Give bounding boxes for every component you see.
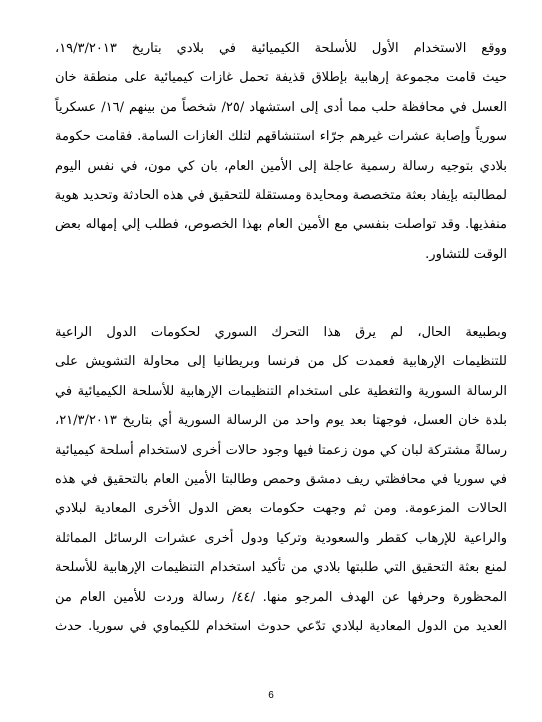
paragraph-line: المحظورة وحرفها عن الهدف المرجو منها. /٤٤/ رسالة وردت للأمين العام من xyxy=(55,589,507,605)
paragraph-line: منفذيها. وقد تواصلت بنفسي مع الأمين العام بهذا الخصوص، فطلب إلي إمهاله بعض xyxy=(55,217,507,233)
paragraph-line: الحالات المزعومة. ومن ثم وجهت حكومات بعض الدول الأخرى المعادية لبلادي xyxy=(55,501,507,517)
paragraph-line: لمنع بعثة التحقيق التي طلبتها بلادي من تأكيد استخدام التنظيمات الإرهابية للأسلحة xyxy=(55,560,507,576)
paragraph-line: في سوريا في محافظتي ريف دمشق وحمص وطالبتا الأمين العام بالتحقيق في هذه xyxy=(55,471,507,487)
paragraph-line: والراعية للإرهاب كقطر والسعودية وتركيا ودول أخرى عشرات الرسائل المماثلة xyxy=(55,530,507,546)
paragraph-line: الرسالة السورية والتغطية على استخدام التنظيمات الإرهابية للأسلحة الكيميائية في xyxy=(55,383,507,399)
paragraph-line: بلادي بتوجيه رسالة رسمية عاجلة إلى الأمين العام، بان كي مون، في نفس اليوم xyxy=(55,158,507,174)
paragraph-line: سورياً وإصابة عشرات غيرهم جرّاء استنشاقهم لتلك الغازات السامة. فقامت حكومة xyxy=(55,129,507,145)
paragraph-line: العديد من الدول المعادية لبلادي تدّعي حدوث استخدام للكيماوي في سوريا. حدث xyxy=(55,618,507,634)
paragraph-line: العسل في محافظة حلب مما أدى إلى استشهاد /٢٥/ شخصاً من بينهم /١٦/ عسكرياً xyxy=(55,99,507,115)
paragraph-line: رسالةً مشتركة لبان كي مون زعمتا فيها وجود حالات أخرى لاستخدام أسلحة كيميائية xyxy=(55,442,507,458)
paragraph-sponsor-states-response xyxy=(55,318,507,641)
page-number: 6 xyxy=(268,690,274,701)
paragraph-line: لمطالبته بإيفاد بعثة متخصصة ومحايدة ومستقلة للتحقيق في هذه الحادثة وتحديد هوية xyxy=(54,187,507,203)
paragraph-chemical-attack-khan-al-assal xyxy=(55,34,507,269)
paragraph-line: الوقت للتشاور. xyxy=(425,246,507,262)
paragraph-line: للتنظيمات الإرهابية فعمدت كل من فرنسا وبريطانيا إلى محاولة التشويش على xyxy=(55,354,507,370)
paragraph-line: ووقع الاستخدام الأول للأسلحة الكيميائية في بلادي بتاريخ ١٩/٣/٢٠١٣، xyxy=(55,41,507,56)
paragraph-line: وبطبيعة الحال، لم يرق هذا التحرك السوري لحكومات الدول الراعية xyxy=(55,325,507,340)
paragraph-line: حيث قامت مجموعة إرهابية بإطلاق قذيفة تحمل غازات كيميائية على منطقة خان xyxy=(55,70,507,86)
paragraph-line: بلدة خان العسل، فوجهتا بعد يوم واحد من الرسالة السورية أي بتاريخ ٢١/٣/٢٠١٣، xyxy=(55,413,507,429)
